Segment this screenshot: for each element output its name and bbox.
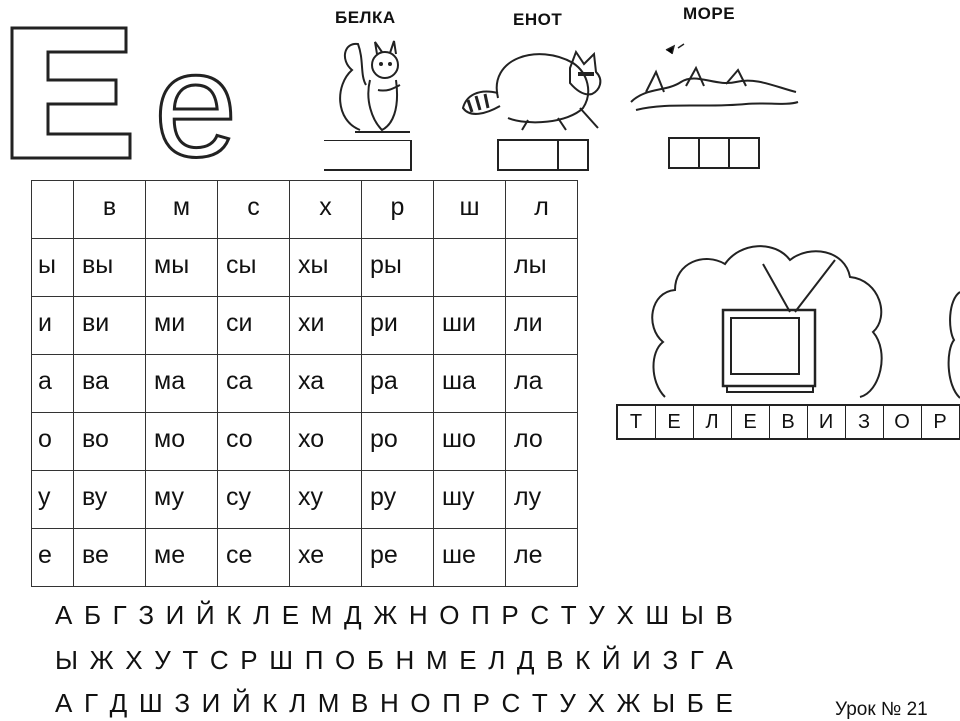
table-cell: хи: [290, 297, 362, 355]
table-cell: [434, 239, 506, 297]
sea-icon: [626, 42, 801, 117]
alphabet-row: А Г Д Ш З И Й К Л М В Н О П Р С Т У Х Ж Ы Б Е: [55, 688, 736, 718]
table-cell: си: [218, 297, 290, 355]
table-cell: ре: [362, 529, 434, 587]
table-cell: со: [218, 413, 290, 471]
table-cell: ш: [434, 181, 506, 239]
table-cell: с: [218, 181, 290, 239]
table-row: [32, 355, 578, 413]
table-cell: му: [146, 471, 218, 529]
table-cell: се: [218, 529, 290, 587]
table-row: [32, 239, 578, 297]
raccoon-answer-boxes: [497, 139, 589, 171]
table-cell: ха: [290, 355, 362, 413]
table-cell: ри: [362, 297, 434, 355]
table-cell: во: [74, 413, 146, 471]
table-cell: вы: [74, 239, 146, 297]
table-cell: мо: [146, 413, 218, 471]
squirrel-answer-boxes: [324, 140, 412, 171]
raccoon-caption: ЕНОТ: [513, 10, 563, 29]
sea-caption: МОРЕ: [683, 4, 736, 23]
table-cell: о: [32, 413, 74, 471]
table-header-row: [32, 181, 578, 239]
table-cell: ми: [146, 297, 218, 355]
letter-box: О: [884, 406, 922, 438]
table-cell: ме: [146, 529, 218, 587]
table-cell: су: [218, 471, 290, 529]
table-cell: ро: [362, 413, 434, 471]
letter-box: Л: [694, 406, 732, 438]
table-cell: ху: [290, 471, 362, 529]
big-letter-e-outline: [8, 22, 278, 162]
table-cell: ла: [506, 355, 578, 413]
table-cell: е: [32, 529, 74, 587]
table-cell: в: [74, 181, 146, 239]
lower-e-glyph: е: [154, 22, 238, 162]
raccoon-icon: [458, 38, 618, 133]
alphabet-row: Ы Ж Х У Т С Р Ш П О Б Н М Е Л Д В К Й И З Г А: [55, 645, 736, 675]
table-cell: ло: [506, 413, 578, 471]
table-cell: а: [32, 355, 74, 413]
table-cell: м: [146, 181, 218, 239]
table-cell: хо: [290, 413, 362, 471]
table-cell: ры: [362, 239, 434, 297]
table-cell: и: [32, 297, 74, 355]
table-row: [32, 413, 578, 471]
letter-box: Т: [618, 406, 656, 438]
table-cell: у: [32, 471, 74, 529]
cloud-edge-icon: [944, 290, 960, 400]
letter-box: Р: [933, 411, 948, 433]
syllable-table: [31, 180, 578, 587]
letter-box: З: [846, 406, 884, 438]
table-cell: хе: [290, 529, 362, 587]
table-cell: ы: [32, 239, 74, 297]
table-cell: ле: [506, 529, 578, 587]
squirrel-caption: БЕЛКА: [335, 8, 396, 27]
table-cell: х: [290, 181, 362, 239]
table-cell: ра: [362, 355, 434, 413]
table-cell: сы: [218, 239, 290, 297]
table-cell: ли: [506, 297, 578, 355]
table-cell: л: [506, 181, 578, 239]
alphabet-row: А Б Г З И Й К Л Е М Д Ж Н О П Р С Т У Х Ш Ы В: [55, 600, 736, 630]
table-cell: лы: [506, 239, 578, 297]
table-cell: ша: [434, 355, 506, 413]
table-row: [32, 471, 578, 529]
sea-answer-boxes: [668, 137, 760, 169]
table-cell: р: [362, 181, 434, 239]
table-cell: ве: [74, 529, 146, 587]
table-cell: ше: [434, 529, 506, 587]
table-cell: мы: [146, 239, 218, 297]
tv-cloud-icon: [645, 232, 890, 402]
table-cell: са: [218, 355, 290, 413]
table-cell: ва: [74, 355, 146, 413]
letter-box: Е: [732, 406, 770, 438]
table-cell: [32, 181, 74, 239]
table-cell: хы: [290, 239, 362, 297]
lesson-label: Урок № 21: [835, 699, 928, 720]
table-cell: ву: [74, 471, 146, 529]
letter-box: И: [808, 406, 846, 438]
table-cell: ру: [362, 471, 434, 529]
table-cell: лу: [506, 471, 578, 529]
squirrel-icon: [330, 30, 420, 140]
letter-box: В: [770, 406, 808, 438]
table-cell: ви: [74, 297, 146, 355]
tv-word-boxes: [616, 404, 960, 440]
table-row: [32, 529, 578, 587]
letter-box: Е: [656, 406, 694, 438]
table-row: [32, 297, 578, 355]
table-cell: шо: [434, 413, 506, 471]
table-cell: ши: [434, 297, 506, 355]
table-cell: ма: [146, 355, 218, 413]
table-cell: шу: [434, 471, 506, 529]
